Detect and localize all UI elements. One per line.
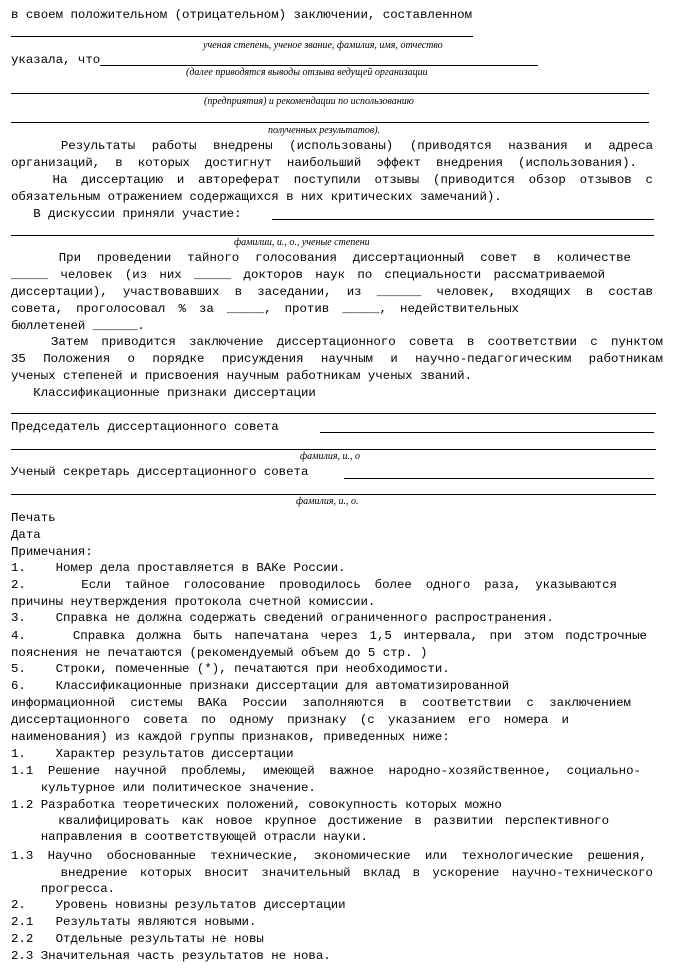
date-label: Дата: [11, 528, 41, 542]
intro-text: в своем положительном (отрицательном) заключении, составленном: [11, 8, 473, 22]
note-6-line-4: наименования) из каждой группы признаков, приведенных ниже:: [11, 730, 450, 744]
note-5: 5. Строки, помеченные (*), печатаются при необходимости.: [11, 662, 450, 676]
chairman-fio-caption: фамилия, и., о: [300, 451, 360, 462]
voting-line-5: бюллетеней ______.: [11, 319, 145, 333]
chairman-line-2: [11, 449, 656, 450]
reviews-line-1: На диссертацию и автореферат поступили отзывы (приводится обзор отзывов с: [11, 173, 653, 187]
stated-that-text: указала, что: [11, 53, 101, 67]
note-1: 1. Номер дела проставляется в ВАКе России.: [11, 561, 346, 575]
group-1-1-line-2: культурное или политическое значение.: [11, 781, 316, 795]
note-6-line-2: информационной системы ВАКа России заполняются в соответствии с заключением: [11, 696, 631, 710]
classification-text: Классификационные признаки диссертации: [11, 386, 316, 400]
group-1-2-line-3: направления в соответствующей отрасли науки.: [11, 830, 368, 844]
discussion-text: В дискуссии приняли участие:: [11, 207, 242, 221]
note-3: 3. Справка не должна содержать сведений ограниченного распространения.: [11, 611, 554, 625]
degree-name-line: [11, 36, 473, 37]
group-1-2-line-2: квалифицировать как новое крупное достижение в развитии перспективного: [11, 814, 609, 828]
note-4-line-2: пояснения не печатаются (рекомендуемый объем до 5 стр. ): [11, 646, 428, 660]
group-1-1-line-1: 1.1 Решение научной проблемы, имеющей важное народно-хозяйственное, социально-: [11, 764, 641, 778]
enterprise-caption: (предприятия) и рекомендации по использованию: [204, 96, 414, 107]
discussion-line-2: [11, 235, 654, 236]
voting-line-1: При проведении тайного голосования диссертационный совет в количестве: [11, 251, 631, 265]
stated-that-line: [100, 65, 538, 66]
group-1-2-line-1: 1.2 Разработка теоретических положений, совокупность которых можно: [11, 798, 502, 812]
implementation-line-2: организаций, в которых достигнут наибольший эффект внедрения (использования).: [11, 156, 637, 170]
group-2-2: 2.2 Отдельные результаты не новы: [11, 932, 264, 946]
group-1-3-line-1: 1.3 Научно обоснованные технические, экономические или технологические решения,: [11, 849, 647, 863]
group-1-3-line-3: прогресса.: [11, 882, 116, 896]
implementation-line-1: Результаты работы внедрены (использованы) (приводятся названия и адреса: [11, 139, 653, 153]
discussion-line-1: [272, 219, 654, 220]
names-degrees-caption: фамилии, и., о., ученые степени: [234, 237, 370, 248]
stamp-label: Печать: [11, 511, 56, 525]
degree-caption: ученая степень, ученое звание, фамилия, имя, отчество: [203, 40, 443, 51]
results-caption: полученных результатов).: [268, 125, 381, 136]
voting-line-4: совета, проголосовал % за _____, против _____, недействительных: [11, 302, 519, 316]
reviews-line-2: обязательным отражением содержащихся в них критических замечаний).: [11, 190, 502, 204]
secretary-fio-caption: фамилия, и., о.: [296, 496, 359, 507]
secretary-label: Ученый секретарь диссертационного совета: [11, 465, 309, 479]
note-4-line-1: 4. Справка должна быть напечатана через 1,5 интервала, при этом подстрочные: [11, 629, 647, 643]
conclusion-line-2: 35 Положения о порядке присуждения научным и научно-педагогическим работникам: [11, 352, 663, 366]
secretary-line-1: [344, 478, 654, 479]
group-2-title: 2. Уровень новизны результатов диссертации: [11, 898, 346, 912]
group-1-title: 1. Характер результатов диссертации: [11, 747, 294, 761]
conclusions-caption: (далее приводятся выводы отзыва ведущей организации: [186, 67, 428, 78]
chairman-label: Председатель диссертационного совета: [11, 420, 279, 434]
chairman-line-1: [320, 432, 654, 433]
classification-line: [11, 413, 656, 414]
notes-title: Примечания:: [11, 545, 93, 559]
voting-line-3: диссертации), участвовавших в заседании, из ______ человек, входящих в состав: [11, 285, 653, 299]
note-6-line-3: диссертационного совета по одному признаку (с указанием его номера и: [11, 713, 569, 727]
conclusions-line: [11, 93, 649, 94]
note-2-line-1: 2. Если тайное голосование проводилось более одного раза, указываются: [11, 578, 617, 592]
note-6-line-1: 6. Классификационные признаки диссертации для автоматизированной: [11, 679, 510, 693]
note-2-line-2: причины неутверждения протокола счетной комиссии.: [11, 595, 376, 609]
conclusion-line-3: ученых степеней и присвоения научным работникам ученых званий.: [11, 369, 473, 383]
recommendations-line: [11, 122, 649, 123]
voting-line-2: _____ человек (из них _____ докторов наук по специальности рассматриваемой: [11, 268, 605, 282]
group-1-3-line-2: внедрение которых вносит значительный вклад в ускорение научно-технического: [11, 866, 653, 880]
secretary-line-2: [11, 494, 656, 495]
group-2-1: 2.1 Результаты являются новыми.: [11, 915, 257, 929]
conclusion-line-1: Затем приводится заключение диссертационного совета в соответствии с пунктом: [11, 335, 663, 349]
group-2-3: 2.3 Значительная часть результатов не нова.: [11, 949, 331, 963]
